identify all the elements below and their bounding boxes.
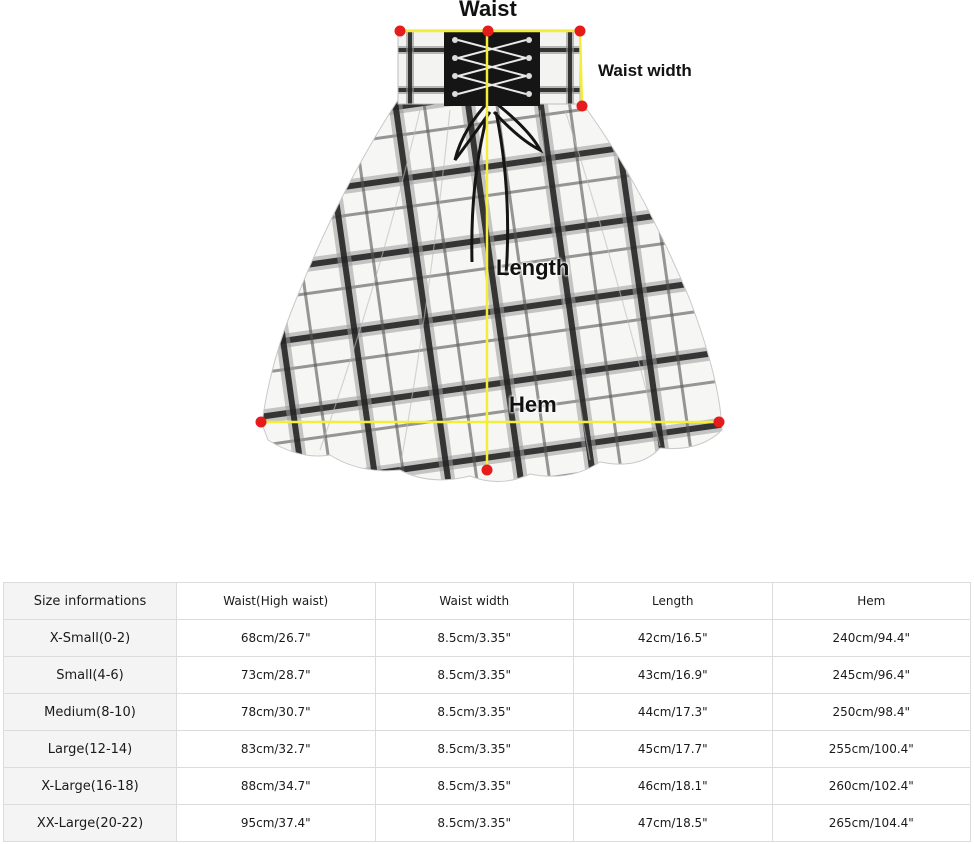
size-chart-table	[3, 582, 971, 842]
waist-width-cell: 8.5cm/3.35"	[375, 768, 574, 805]
length-label: Length	[496, 255, 570, 280]
table-row	[4, 805, 971, 842]
table-row	[4, 731, 971, 768]
waist-width-cell: 8.5cm/3.35"	[375, 805, 574, 842]
header-size-informations: Size informations	[4, 583, 177, 620]
waist-cell: 73cm/28.7"	[177, 657, 376, 694]
waist-width-cell: 8.5cm/3.35"	[375, 731, 574, 768]
waist-cell: 83cm/32.7"	[177, 731, 376, 768]
header-waist: Waist(High waist)	[177, 583, 376, 620]
size-cell: Medium(8-10)	[4, 694, 177, 731]
hem-cell: 240cm/94.4"	[772, 620, 971, 657]
table-row	[4, 694, 971, 731]
waist-center-point	[483, 26, 494, 37]
size-cell: XX-Large(20-22)	[4, 805, 177, 842]
hem-cell: 260cm/102.4"	[772, 768, 971, 805]
waist-cell: 95cm/37.4"	[177, 805, 376, 842]
table-row	[4, 768, 971, 805]
hem-cell: 255cm/100.4"	[772, 731, 971, 768]
length-cell: 47cm/18.5"	[574, 805, 773, 842]
waist-width-bottom-point	[577, 101, 588, 112]
length-bottom-point	[482, 465, 493, 476]
table-header-row	[4, 583, 971, 620]
waist-cell: 88cm/34.7"	[177, 768, 376, 805]
hem-cell: 265cm/104.4"	[772, 805, 971, 842]
size-cell: X-Small(0-2)	[4, 620, 177, 657]
header-hem: Hem	[772, 583, 971, 620]
size-cell: Small(4-6)	[4, 657, 177, 694]
waist-cell: 78cm/30.7"	[177, 694, 376, 731]
hem-label: Hem	[509, 392, 557, 417]
hem-cell: 250cm/98.4"	[772, 694, 971, 731]
header-length: Length	[574, 583, 773, 620]
size-cell: X-Large(16-18)	[4, 768, 177, 805]
hem-right-point	[714, 417, 725, 428]
waist-label: Waist	[459, 0, 517, 21]
waist-width-cell: 8.5cm/3.35"	[375, 694, 574, 731]
length-cell: 45cm/17.7"	[574, 731, 773, 768]
hem-cell: 245cm/96.4"	[772, 657, 971, 694]
length-cell: 43cm/16.9"	[574, 657, 773, 694]
hem-left-point	[256, 417, 267, 428]
length-cell: 44cm/17.3"	[574, 694, 773, 731]
length-cell: 42cm/16.5"	[574, 620, 773, 657]
size-cell: Large(12-14)	[4, 731, 177, 768]
waist-width-cell: 8.5cm/3.35"	[375, 620, 574, 657]
skirt-body	[262, 100, 722, 482]
header-waist-width: Waist width	[375, 583, 574, 620]
waist-width-cell: 8.5cm/3.35"	[375, 657, 574, 694]
waist-width-label: Waist width	[598, 61, 692, 80]
table-row	[4, 657, 971, 694]
waist-cell: 68cm/26.7"	[177, 620, 376, 657]
table-row	[4, 620, 971, 657]
length-cell: 46cm/18.1"	[574, 768, 773, 805]
waist-left-point	[395, 26, 406, 37]
waist-right-point	[575, 26, 586, 37]
